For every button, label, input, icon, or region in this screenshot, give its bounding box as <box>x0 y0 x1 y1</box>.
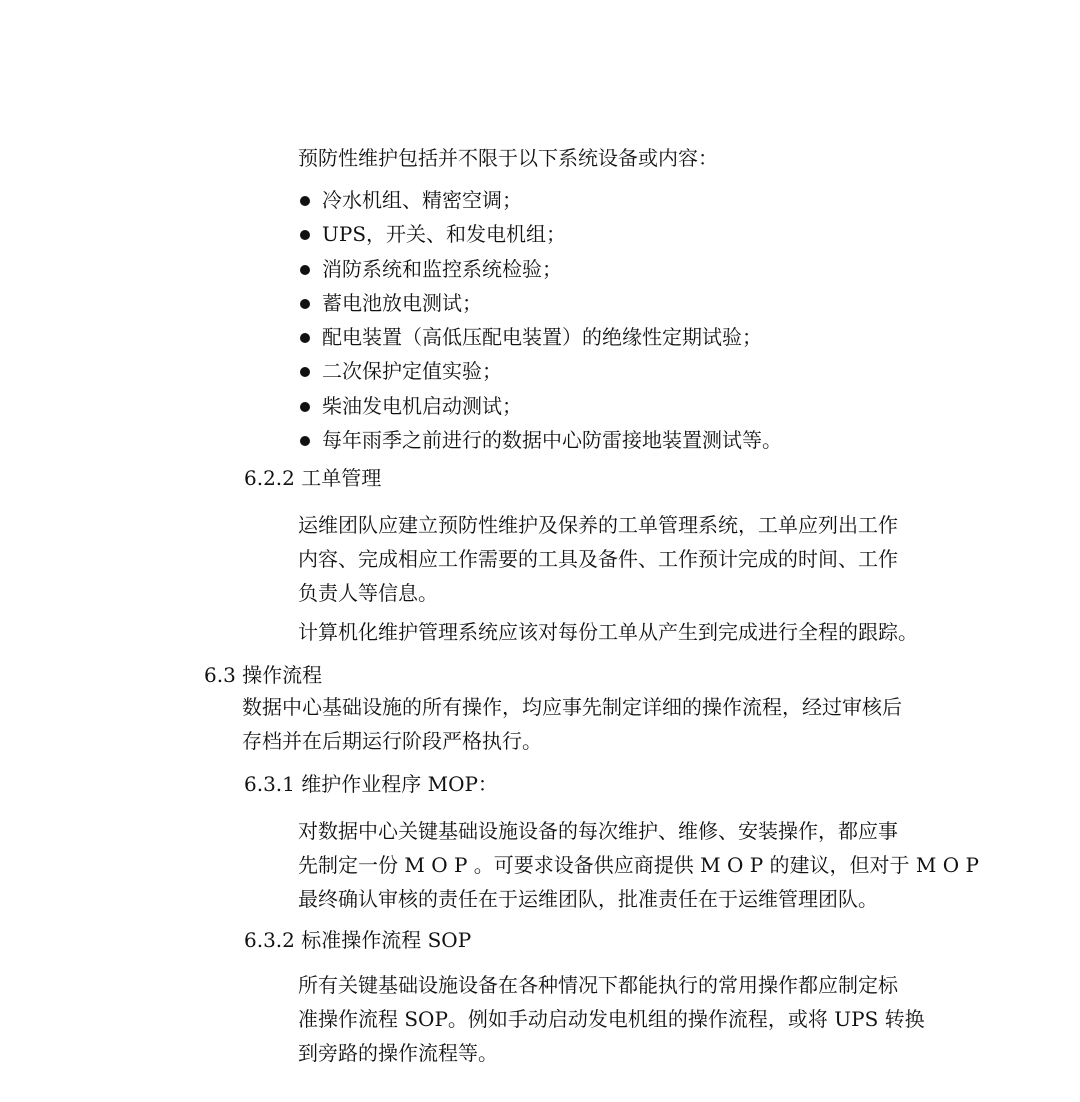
list-item <box>298 217 782 251</box>
section-6-3-2-paragraph <box>298 968 925 1070</box>
section-6-3-paragraph <box>242 690 902 758</box>
list-item <box>298 252 782 286</box>
bullet-icon <box>300 436 310 446</box>
list-item <box>298 389 782 423</box>
paragraph-line: 负责人等信息。 <box>298 581 438 605</box>
paragraph-line: 存档并在后期运行阶段严格执行。 <box>242 729 542 753</box>
maintenance-bullet-list <box>298 183 782 457</box>
paragraph-line: 到旁路的操作流程等。 <box>298 1041 498 1065</box>
list-item <box>298 320 782 354</box>
bullet-icon <box>300 333 310 343</box>
bullet-icon <box>300 265 310 275</box>
bullet-icon <box>300 196 310 206</box>
paragraph-line: 所有关键基础设施设备在各种情况下都能执行的常用操作都应制定标 <box>298 973 898 997</box>
list-item-text: 消防系统和监控系统检验； <box>322 256 562 281</box>
list-item-text: 冷水机组、精密空调； <box>322 188 522 212</box>
list-item-text: 柴油发电机启动测试； <box>322 393 522 418</box>
section-6-3-1-paragraph <box>298 814 979 916</box>
section-6-2-2-heading: 6.2.2 工单管理 <box>244 466 382 490</box>
list-item-text: 二次保护定值实验； <box>322 359 502 384</box>
paragraph-line: 对数据中心关键基础设施设备的每次维护、维修、安装操作，都应事 <box>298 819 898 843</box>
paragraph-line: 最终确认审核的责任在于运维团队，批准责任在于运维管理团队。 <box>298 887 878 911</box>
section-6-2-2-paragraph-2: 计算机化维护管理系统应该对每份工单从产生到完成进行全程的跟踪。 <box>298 620 918 644</box>
paragraph-line: 运维团队应建立预防性维护及保养的工单管理系统，工单应列出工作 <box>298 513 898 537</box>
bullet-icon <box>300 230 310 240</box>
list-item <box>298 286 782 320</box>
list-item <box>298 354 782 388</box>
paragraph-line: 先制定一份 M O P 。可要求设备供应商提供 M O P 的建议，但对于 M O P <box>298 853 979 877</box>
list-item-text: UPS，开关、和发电机组； <box>322 222 567 247</box>
list-item-text: 配电装置（高低压配电装置）的绝缘性定期试验； <box>322 325 762 350</box>
section-6-3-1-heading: 6.3.1 维护作业程序 MOP： <box>244 772 498 796</box>
intro-text: 预防性维护包括并不限于以下系统设备或内容： <box>298 146 718 170</box>
paragraph-line: 数据中心基础设施的所有操作，均应事先制定详细的操作流程，经过审核后 <box>242 695 902 719</box>
list-item <box>298 423 782 457</box>
bullet-icon <box>300 299 310 309</box>
list-item <box>298 183 782 217</box>
bullet-icon <box>300 402 310 412</box>
section-6-3-2-heading: 6.3.2 标准操作流程 SOP <box>244 928 472 952</box>
list-item-text: 蓄电池放电测试； <box>322 290 482 315</box>
section-6-3-heading: 6.3 操作流程 <box>204 663 323 687</box>
bullet-icon <box>300 367 310 377</box>
paragraph-line: 内容、完成相应工作需要的工具及备件、工作预计完成的时间、工作 <box>298 547 898 571</box>
section-6-2-2-paragraph-1 <box>298 508 898 610</box>
list-item-text: 每年雨季之前进行的数据中心防雷接地装置测试等。 <box>322 428 782 453</box>
paragraph-line: 准操作流程 SOP。例如手动启动发电机组的操作流程，或将 UPS 转换 <box>298 1007 925 1031</box>
